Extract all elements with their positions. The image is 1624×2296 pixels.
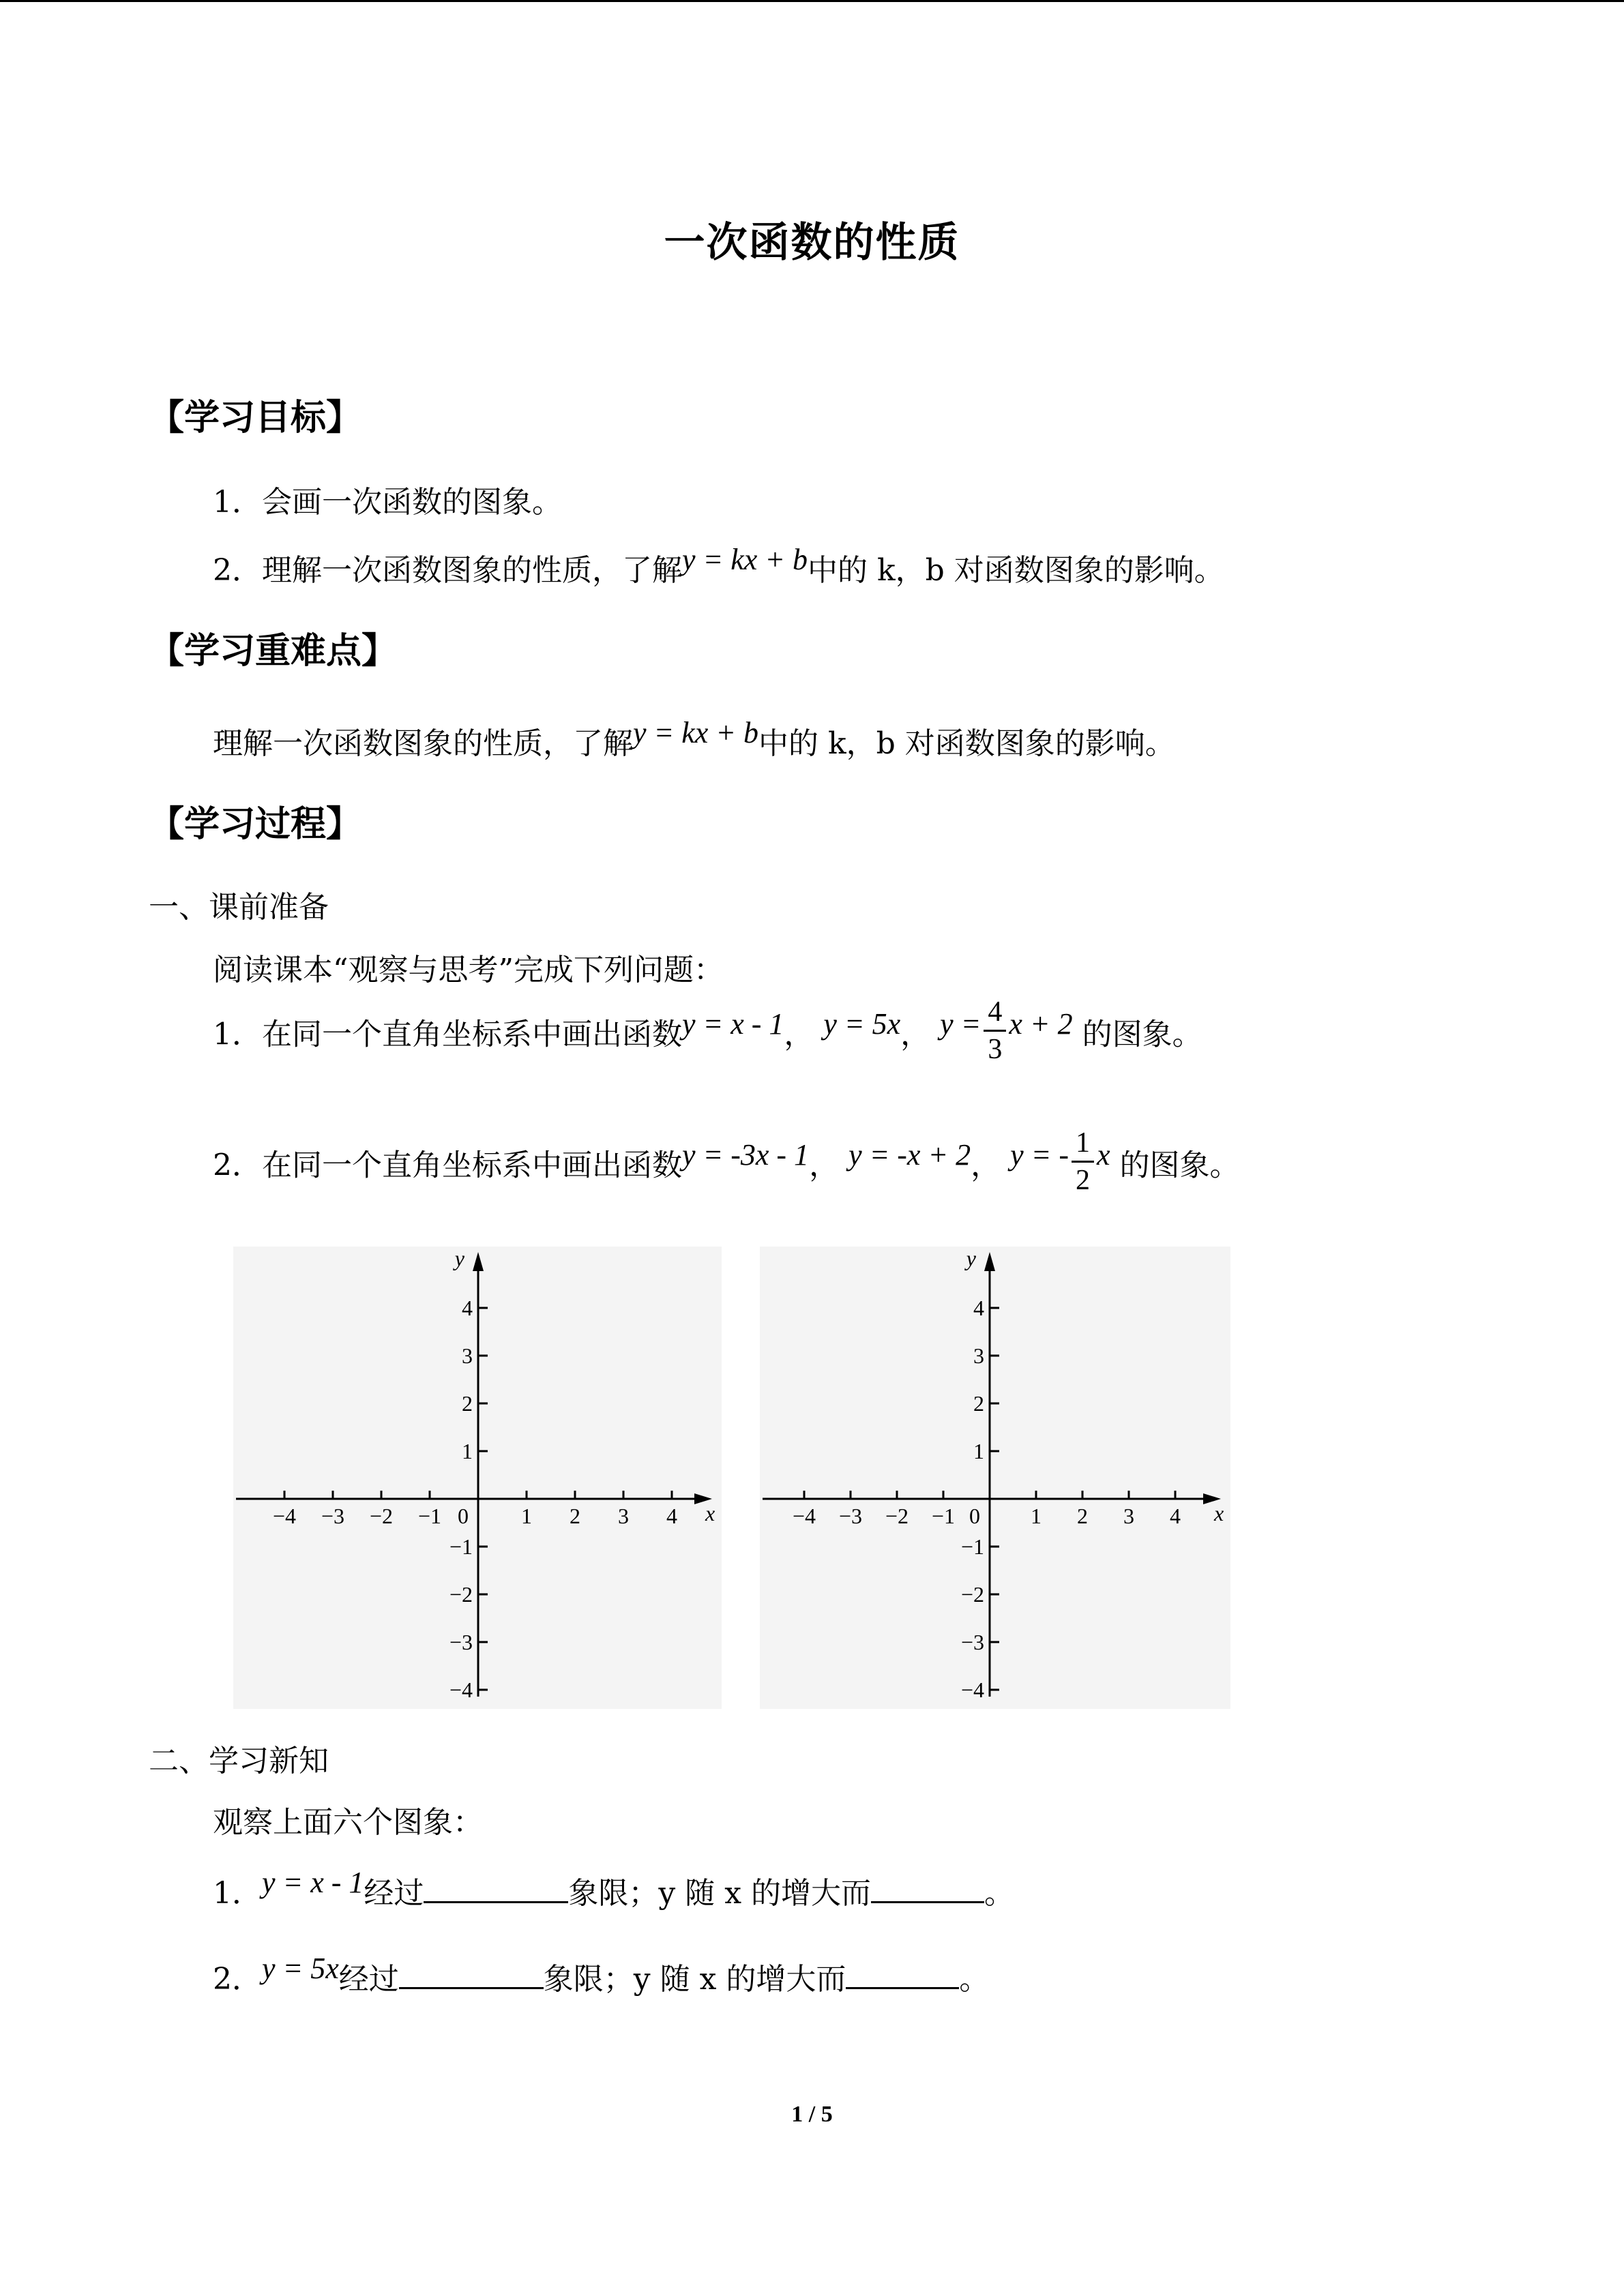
text: 经过 bbox=[364, 1876, 424, 1911]
question-1 bbox=[213, 996, 1202, 1074]
x-tick-label: 4 bbox=[1170, 1504, 1181, 1528]
question-1-text-pre: 1．在同一个直角坐标系中画出函数 bbox=[213, 1017, 682, 1052]
coordinate-grid-left-svg bbox=[233, 1247, 722, 1709]
coordinate-grid-right-svg bbox=[760, 1247, 1230, 1709]
objective-2-text-pre: 2．理解一次函数图象的性质，了解 bbox=[213, 553, 682, 588]
fraction-numerator: 1 bbox=[1072, 1125, 1094, 1163]
y-tick-label: −2 bbox=[449, 1582, 473, 1607]
formula-y-neg-half-x bbox=[1010, 1127, 1110, 1196]
focus-text-post: 中的 k，b 对函数图象的影响。 bbox=[758, 726, 1175, 761]
formula-y-four-thirds-x-plus-2 bbox=[940, 996, 1073, 1065]
page-number: 1 / 5 bbox=[791, 2102, 833, 2127]
y-tick-label: 1 bbox=[462, 1439, 473, 1463]
coordinate-grid-left[interactable] bbox=[233, 1247, 722, 1709]
formula-y-neg3x-minus-1: y = -3x - 1 bbox=[682, 1137, 810, 1172]
page-top-border bbox=[0, 0, 1624, 2]
formula-y-neg-x-plus-2: y = -x + 2 bbox=[848, 1137, 971, 1172]
y-tick-label: 4 bbox=[973, 1296, 984, 1320]
x-tick-label: 3 bbox=[1123, 1504, 1134, 1528]
x-axis-label: x bbox=[705, 1501, 715, 1525]
formula-rhs: x + 2 bbox=[1009, 1007, 1073, 1041]
text: 象限；y 随 x 的增大而 bbox=[568, 1876, 872, 1911]
x-tick-label: −1 bbox=[931, 1504, 956, 1528]
formula-y-kx-b: y = kx + b bbox=[633, 716, 758, 749]
y-tick-label: 3 bbox=[462, 1343, 473, 1368]
formula-lhs: y = - bbox=[1010, 1137, 1069, 1172]
separator: ， bbox=[971, 1148, 1001, 1183]
x-tick-label: −2 bbox=[369, 1504, 394, 1528]
focus-heading: 【学习重难点】 bbox=[149, 631, 398, 672]
fraction bbox=[984, 994, 1006, 1067]
objective-1: 1．会画一次函数的图象。 bbox=[213, 485, 562, 520]
x-tick-label: 3 bbox=[618, 1504, 629, 1528]
new-knowledge-heading: 二、学习新知 bbox=[149, 1744, 329, 1778]
x-tick-label: −4 bbox=[272, 1504, 297, 1528]
fraction-numerator: 4 bbox=[984, 994, 1006, 1032]
y-tick-label: −1 bbox=[960, 1534, 984, 1559]
y-tick-label: 1 bbox=[973, 1439, 984, 1463]
item-number: 1． bbox=[213, 1876, 262, 1911]
text: 。 bbox=[959, 1962, 990, 1997]
formula-y-kx-b: y = kx + b bbox=[682, 543, 808, 576]
question-1-text-post: 的图象。 bbox=[1082, 1017, 1202, 1052]
y-tick-label: −1 bbox=[449, 1534, 473, 1559]
x-tick-label: −3 bbox=[838, 1504, 863, 1528]
objectives-heading: 【学习目标】 bbox=[149, 398, 362, 438]
trend-answer-blank[interactable] bbox=[871, 1874, 984, 1903]
y-axis-arrow bbox=[984, 1252, 995, 1271]
x-tick-label: 2 bbox=[570, 1504, 580, 1528]
x-tick-label: −3 bbox=[321, 1504, 345, 1528]
formula-y-5x: y = 5x bbox=[262, 1952, 339, 1985]
objective-2-text-post: 中的 k，b 对函数图象的影响。 bbox=[807, 553, 1224, 588]
y-tick-label: 4 bbox=[462, 1296, 473, 1320]
y-tick-label: −3 bbox=[960, 1630, 984, 1654]
y-tick-label: −2 bbox=[960, 1582, 984, 1607]
new-knowledge-intro: 观察上面六个图象： bbox=[213, 1805, 483, 1840]
text: 经过 bbox=[338, 1962, 399, 1997]
question-2-text-pre: 2．在同一个直角坐标系中画出函数 bbox=[213, 1148, 682, 1183]
y-tick-label: 2 bbox=[973, 1391, 984, 1416]
formula-y-5x: y = 5x bbox=[823, 1007, 901, 1041]
prep-heading: 一、课前准备 bbox=[149, 890, 329, 925]
fraction bbox=[1072, 1125, 1094, 1198]
formula-y-x-minus-1: y = x - 1 bbox=[262, 1866, 364, 1899]
x-tick-label: −4 bbox=[792, 1504, 816, 1528]
y-tick-label: −4 bbox=[960, 1678, 984, 1702]
x-axis-label: x bbox=[1214, 1501, 1224, 1525]
x-tick-label: 2 bbox=[1077, 1504, 1088, 1528]
separator: ， bbox=[784, 1017, 814, 1052]
fill-in-question-2 bbox=[213, 1954, 989, 1998]
origin-label: 0 bbox=[458, 1504, 469, 1528]
text: 。 bbox=[984, 1876, 1015, 1911]
y-axis-arrow bbox=[473, 1252, 484, 1271]
text: 象限；y 随 x 的增大而 bbox=[543, 1962, 846, 1997]
x-tick-label: 1 bbox=[1031, 1504, 1042, 1528]
process-heading: 【学习过程】 bbox=[149, 804, 362, 845]
formula-y-x-minus-1: y = x - 1 bbox=[682, 1007, 784, 1041]
separator: ， bbox=[900, 1017, 931, 1052]
y-axis-label: y bbox=[454, 1247, 464, 1270]
quadrant-answer-blank[interactable] bbox=[399, 1960, 544, 1989]
coordinate-grid-right[interactable] bbox=[760, 1247, 1230, 1709]
y-tick-label: −3 bbox=[449, 1630, 473, 1654]
fraction-denominator: 2 bbox=[1076, 1165, 1091, 1196]
focus-text-pre: 理解一次函数图象的性质，了解 bbox=[213, 726, 633, 761]
y-tick-label: −4 bbox=[449, 1678, 473, 1702]
x-tick-label: 4 bbox=[666, 1504, 677, 1528]
x-tick-label: −1 bbox=[417, 1504, 442, 1528]
fill-in-question-1 bbox=[213, 1868, 1014, 1912]
x-tick-label: −2 bbox=[885, 1504, 909, 1528]
origin-label: 0 bbox=[969, 1504, 980, 1528]
y-tick-label: 3 bbox=[973, 1343, 984, 1368]
objective-2 bbox=[213, 543, 1224, 589]
focus-text bbox=[213, 716, 1175, 762]
x-tick-label: 1 bbox=[521, 1504, 532, 1528]
question-2 bbox=[213, 1127, 1240, 1205]
page-title: 一次函数的性质 bbox=[664, 219, 960, 267]
separator: ， bbox=[809, 1148, 840, 1183]
question-2-text-post: 的图象。 bbox=[1119, 1148, 1240, 1183]
y-tick-label: 2 bbox=[462, 1391, 473, 1416]
fraction-denominator: 3 bbox=[988, 1034, 1003, 1065]
trend-answer-blank[interactable] bbox=[846, 1960, 959, 1989]
y-axis-label: y bbox=[966, 1247, 976, 1270]
formula-rhs: x bbox=[1097, 1137, 1110, 1172]
formula-lhs: y = bbox=[940, 1007, 981, 1041]
prep-intro: 阅读课本“观察与思考”完成下列问题： bbox=[213, 953, 724, 987]
quadrant-answer-blank[interactable] bbox=[424, 1874, 568, 1903]
item-number: 2． bbox=[213, 1962, 262, 1997]
